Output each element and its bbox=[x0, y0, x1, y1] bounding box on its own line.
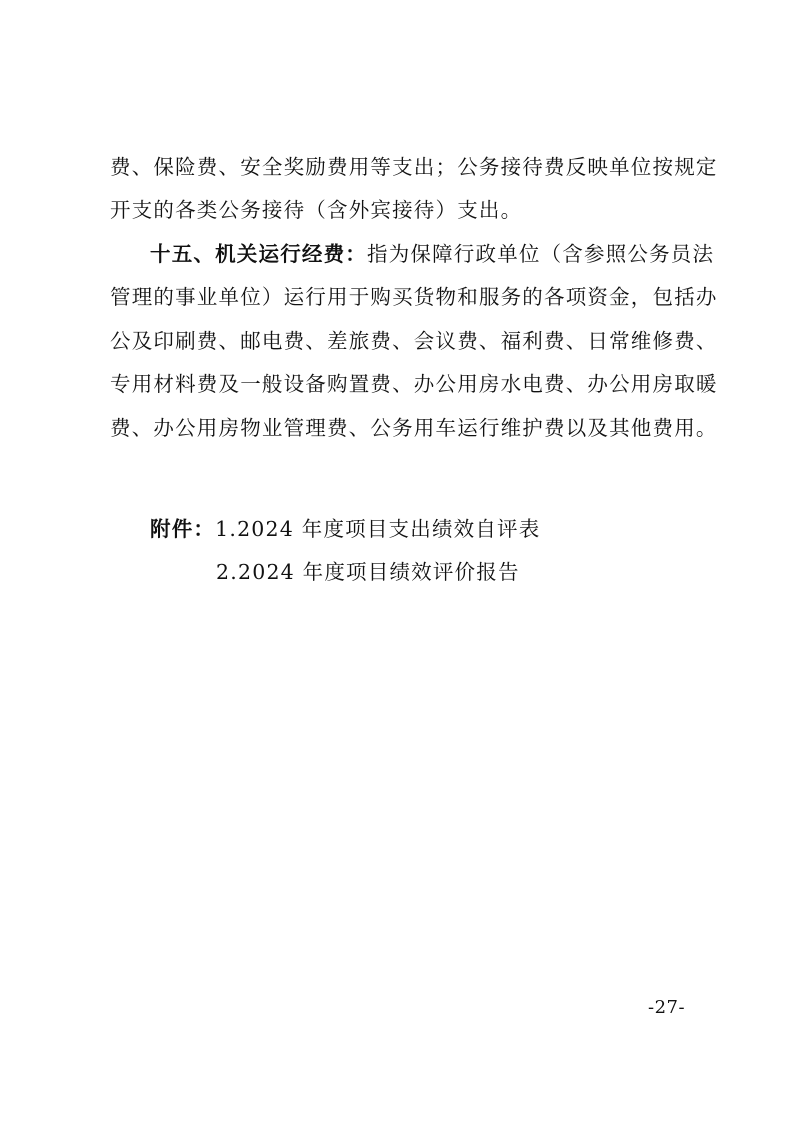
body-text-line: 公及印刷费、邮电费、差旅费、会议费、福利费、日常维修费、 bbox=[110, 329, 718, 353]
body-text-line: 开支的各类公务接待（含外宾接待）支出。 bbox=[110, 198, 523, 222]
attachment-item-1 bbox=[150, 519, 540, 540]
attachment-item-2: 2.2024 年度项目绩效评价报告 bbox=[216, 560, 520, 584]
attachment-label: 附件： bbox=[150, 517, 216, 541]
body-text-line: 管理的事业单位）运行用于购买货物和服务的各项资金，包括办 bbox=[110, 285, 718, 309]
section-15-text: 指为保障行政单位（含参照公务员法 bbox=[367, 242, 715, 266]
body-text-line: 费、办公用房物业管理费、公务用车运行维护费以及其他费用。 bbox=[110, 416, 718, 440]
body-text-line: 专用材料费及一般设备购置费、办公用房水电费、办公用房取暖 bbox=[110, 372, 718, 396]
section-15-first-line bbox=[150, 244, 714, 265]
attachment-item-1-text: 1.2024 年度项目支出绩效自评表 bbox=[215, 517, 541, 541]
body-text-line: 费、保险费、安全奖励费用等支出；公务接待费反映单位按规定 bbox=[110, 155, 718, 179]
section-15-heading: 十五、机关运行经费： bbox=[150, 242, 367, 266]
page-number: -27- bbox=[648, 997, 686, 1018]
